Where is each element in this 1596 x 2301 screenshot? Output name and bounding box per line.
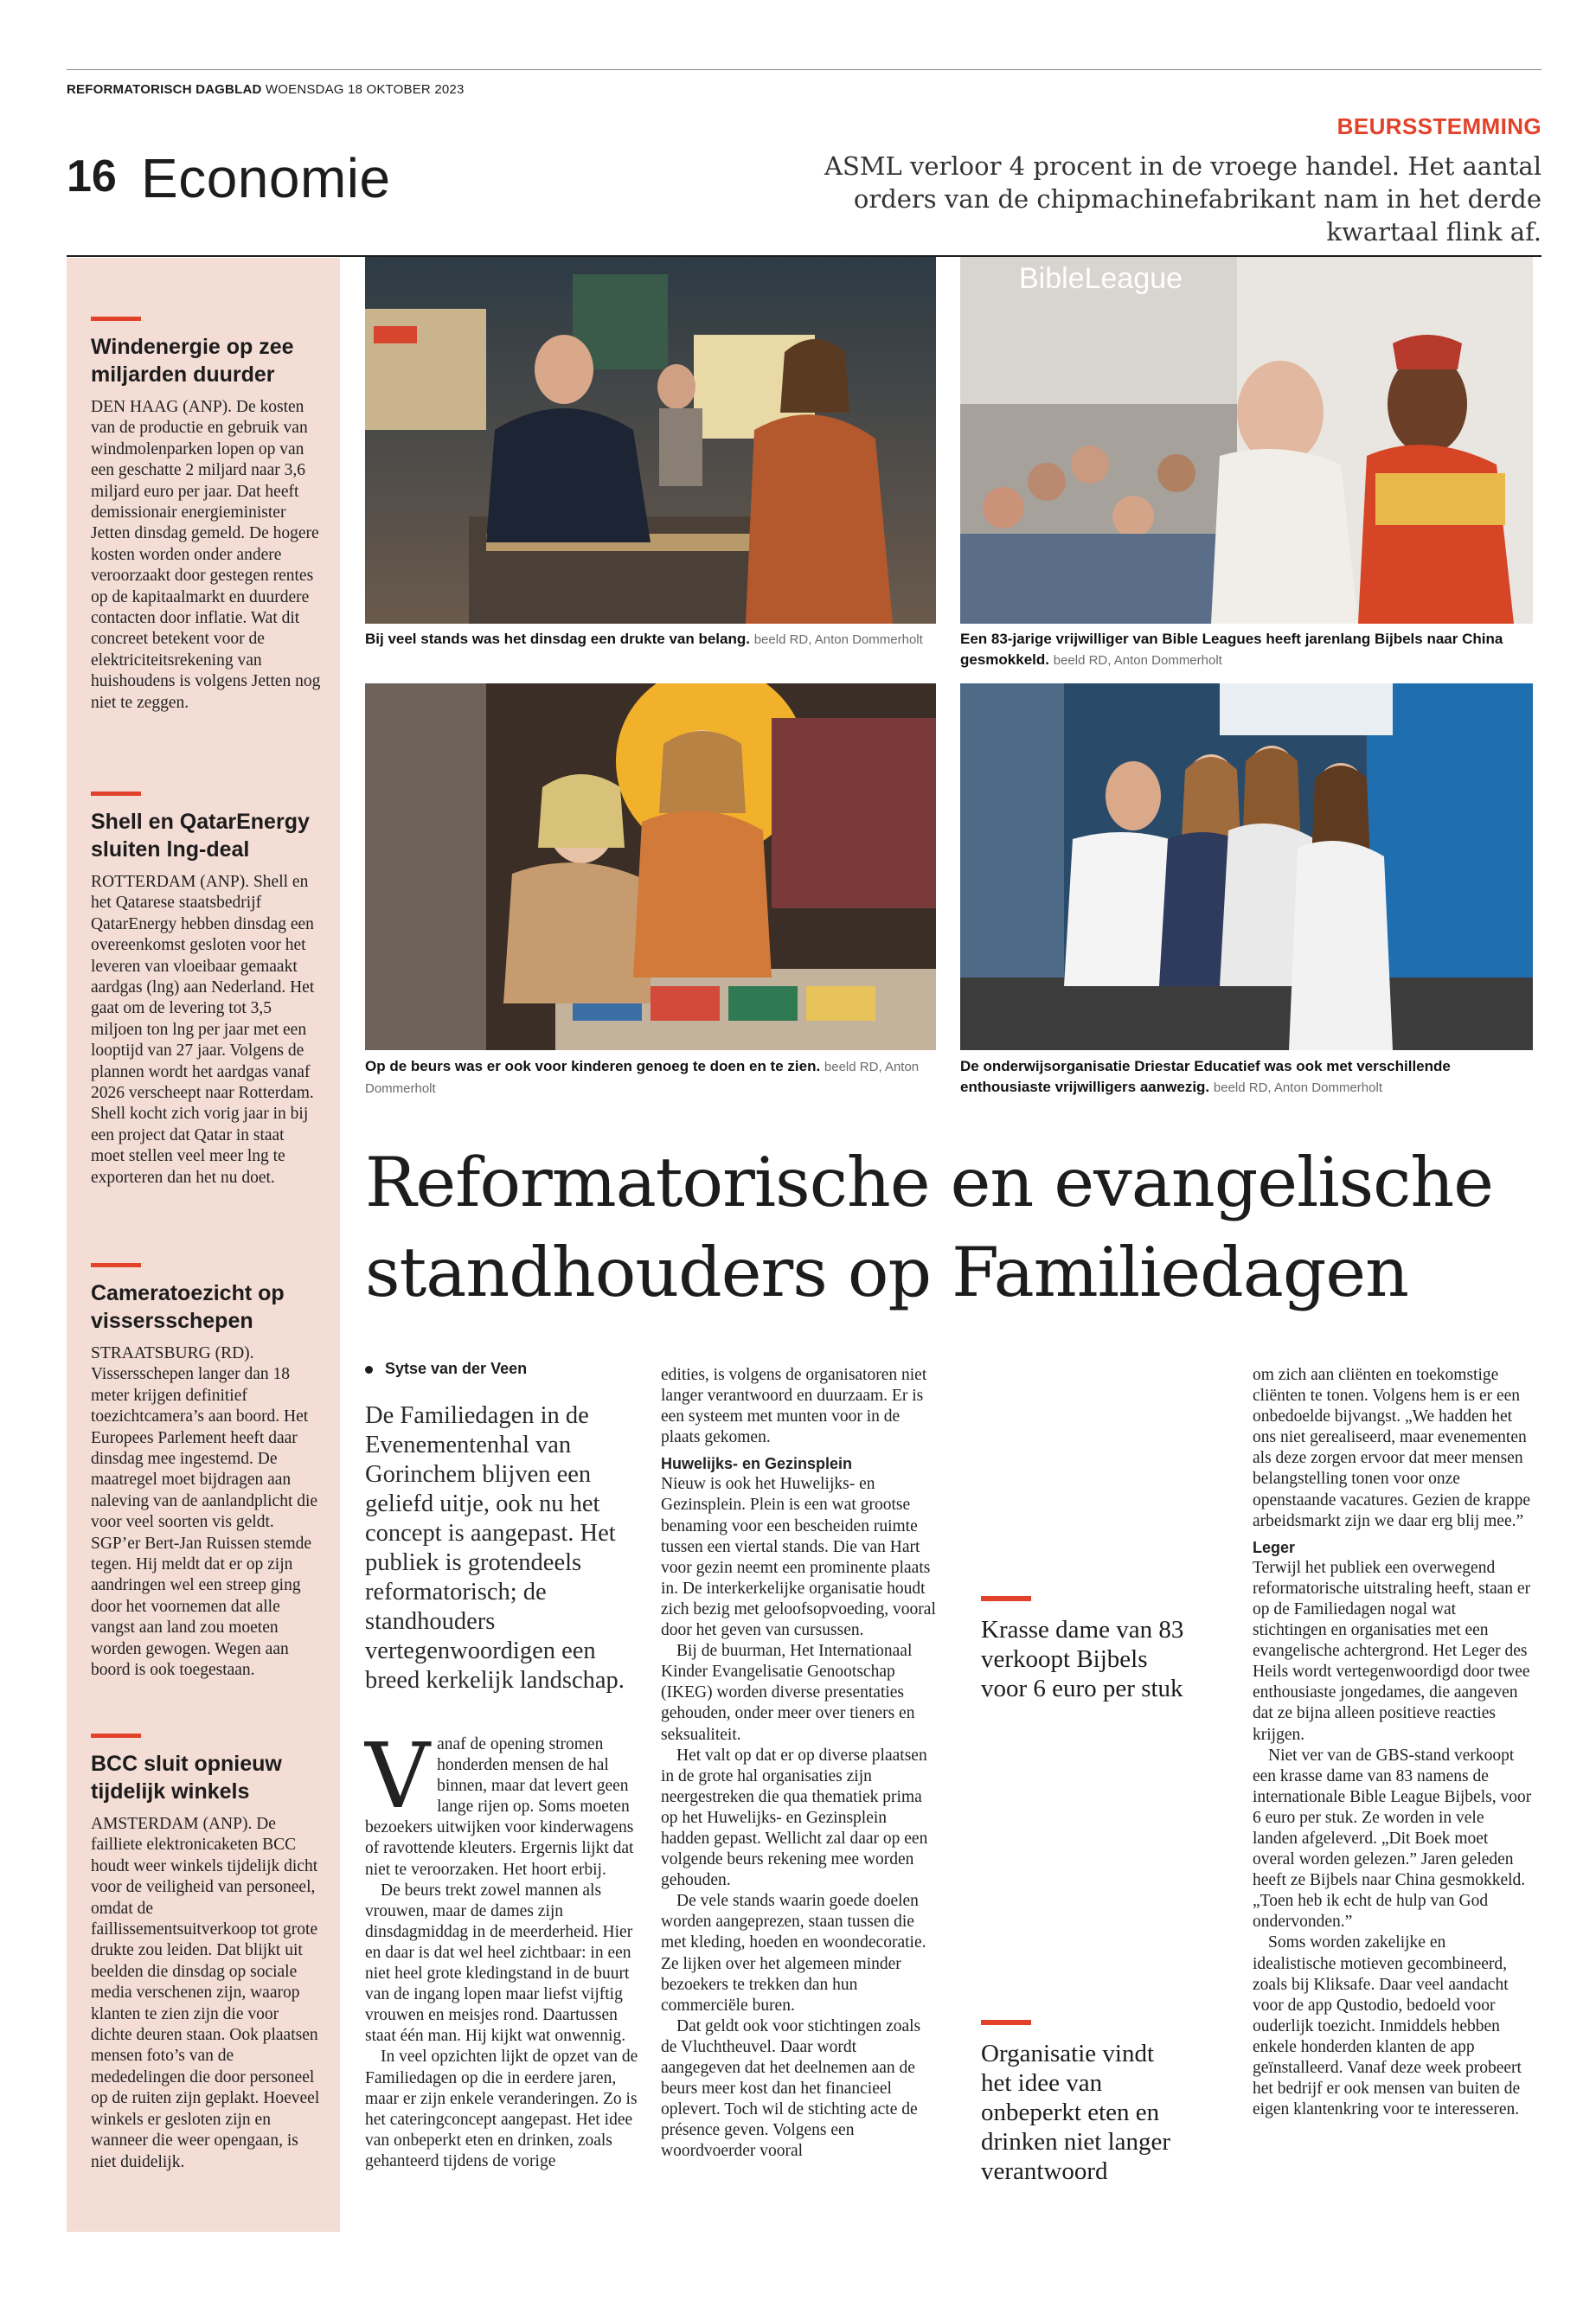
- article-column-1: [365, 1723, 640, 2172]
- photo-credit: beeld RD, Anton Dommerholt: [1053, 653, 1222, 668]
- caption-text: Een 83-jarige vrijwilliger van Bible Leagues heeft jarenlang Bijbels naar China gesmokkeld.: [960, 631, 1503, 668]
- page-number: 16: [67, 151, 117, 202]
- paragraph: Terwijl het publiek een overwegend reformatorische uitstraling heeft, staan er op de Familiedagen nogal wat stichtingen en organisaties met een evangelische achtergrond. Het Leger des Heils wordt vertegenwoordigd door twee enthousiaste jongedames, die aangeven dat ze bijna alleen positieve reacties krijgen.: [1253, 1558, 1531, 1744]
- paragraph: In veel opzichten lijkt de opzet van de Familiedagen op die in eerdere jaren, maar er zijn enkele veranderingen. Zo is het cateringconcept aangepast. Het idee van onbeperkt eten en drinken, zoals gehanteerd tijdens de vorige: [365, 2048, 638, 2170]
- accent-bar: [91, 1734, 141, 1738]
- accent-bar: [981, 1596, 1031, 1601]
- paragraph: edities, is volgens de organisatoren niet langer verantwoord en duurzaam. Er is een systeem met munten voor in de plaats gekomen.: [661, 1366, 927, 1447]
- article-column-4: [1253, 1365, 1533, 2120]
- accent-bar: [91, 317, 141, 321]
- byline: [365, 1360, 527, 1378]
- pull-quote: [981, 1596, 1189, 1703]
- subheading: Huwelijks- en Gezinsplein: [661, 1455, 853, 1473]
- paragraph: Dat geldt ook voor stichtingen zoals de Vluchtheuvel. Daar wordt aangegeven dat het deelnemen aan de beurs meer kost dan het financieel oplevert. Toch wil de stichting acte de présence geven. Volgens een woordvoerder vooral: [661, 2016, 921, 2161]
- paragraph: Soms worden zakelijke en idealistische motieven gecombineerd, zoals bij Kliksafe. Daar veel aandacht voor de app Qustodio, bedoeld voor ouderlijk toezicht. Inmiddels hebben enkele honderden klanten de app geïnstalleerd. Vanaf deze week probeert het bedrijf er ook mensen van buiten de eigen klantenkring voor te interesseren.: [1253, 1933, 1522, 2119]
- paragraph: Niet ver van de GBS-stand verkoopt een krasse dame van 83 namens de internationale Bible League Bijbels, voor 6 euro per stuk. Ze worden in vele landen afgeleverd. „Dit Boek moet overal worden gelezen.” Jaren geleden heeft ze Bijbels naar China gesmokkeld. „Toen heb ik echt de hulp van God ondervonden.”: [1253, 1746, 1532, 1932]
- bullet-icon: [365, 1366, 373, 1374]
- photo-credit: beeld RD, Anton Dommerholt: [753, 632, 923, 647]
- caption-text: Op de beurs was er ook voor kinderen genoeg te doen en te zien.: [365, 1058, 821, 1074]
- beurs-label: BEURSSTEMMING: [1336, 113, 1542, 139]
- brief-title: Windenergie op zee miljarden duurder: [91, 335, 294, 387]
- drop-cap: V: [365, 1723, 431, 1829]
- brief-windenergie: [91, 317, 321, 714]
- photo-bible-league: [960, 257, 1533, 624]
- pull-quote-text: Krasse dame van 83 verkoopt Bijbels voor 6 euro per stuk: [981, 1616, 1184, 1702]
- brief-bcc: [91, 1734, 321, 2173]
- bible-league-sign: BibleLeague: [1019, 262, 1183, 295]
- brief-title: Shell en QatarEnergy sluiten lng-deal: [91, 810, 310, 862]
- accent-bar: [981, 2020, 1031, 2025]
- brief-body: AMSTERDAM (ANP). De failliete elektronicaketen BCC houdt weer winkels tijdelijk dicht voor de veiligheid van personeel, omdat de faillissementsuitverkoop tot grote drukte zou leiden. Dat blijkt uit beelden die dinsdag op sociale media verschenen zijn, waarop klanten te zien zijn die voor dichte deuren staan. Ook plaatsen mensen foto’s van de mededelingen die door personeel op de ruiten zijn geplakt. Hoeveel winkels er gesloten zijn en wanneer die weer opengaan, is niet duidelijk.: [91, 1815, 320, 2171]
- issue-date: WOENSDAG 18 OKTOBER 2023: [265, 82, 465, 97]
- paragraph: De vele stands waarin goede doelen worden aangeprezen, staan tussen die met kleding, hoeden en woondecoratie. Ze lijken over het algemeen minder bezoekers te trekken dan hun commerciële buren.: [661, 1892, 926, 2015]
- paragraph: om zich aan cliënten en toekomstige cliënten te tonen. Volgens hem is er een onbedoelde bijvangst. „We hadden het ons niet gerealiseerd, maar evenementen als deze zorgen ervoor dat meer mensen belangstelling tonen voor onze openstaande vacatures. Gezien de krappe arbeidsmarkt zijn we daar erg blij mee.”: [1253, 1366, 1531, 1530]
- brief-title: Cameratoezicht op vissersschepen: [91, 1281, 285, 1333]
- author-name: Sytse van der Veen: [385, 1360, 528, 1377]
- brief-body: STRAATSBURG (RD). Vissersschepen langer dan 18 meter krijgen definitief toezichtcamera’s aan boord. Het Europees Parlement heeft daar dinsdag mee ingestemd. De maatregel moet bijdragen aan naleving van de aanlandplicht die voor veel soorten vis geldt. SGP’er Bert-Jan Ruissen stemde tegen. Hij meldt dat er op zijn aandringen wel een streep ging door het voornemen dat alle vangst aan land zou moeten worden gewogen. Wegen aan boord is ook toegestaan.: [91, 1344, 318, 1680]
- news-briefs-sidebar: [67, 258, 340, 2232]
- photo-driestar-volunteers: [960, 683, 1533, 1050]
- photo-children-books: [365, 683, 936, 1050]
- paragraph: Bij de buurman, Het Internationaal Kinder Evangelisatie Genootschap (IKEG) worden diverse presentaties gehouden, onder meer over tieners en seksualiteit.: [661, 1642, 915, 1744]
- accent-bar: [91, 792, 141, 796]
- photo-caption: [365, 1056, 936, 1099]
- photo-caption: [960, 629, 1533, 671]
- brief-shell-qatar: [91, 792, 321, 1189]
- section-title: Economie: [141, 147, 391, 209]
- caption-text: De onderwijsorganisatie Driestar Educatief was ook met verschillende enthousiaste vrijwilligers aanwezig.: [960, 1058, 1451, 1095]
- photo-credit: beeld RD, Anton Dommerholt: [365, 1060, 920, 1096]
- paragraph: anaf de opening stromen honderden mensen de hal binnen, maar dat levert geen lange rijen op. Soms moeten bezoekers uitwijken voor kinderwagens of ravottende kleuters. Ergernis lijkt dat niet te veroorzaken. Het hoort erbij.: [365, 1735, 634, 1879]
- subheading: Leger: [1253, 1538, 1296, 1556]
- masthead: [67, 69, 1542, 247]
- brief-body: ROTTERDAM (ANP). Shell en het Qatarese staatsbedrijf QatarEnergy hebben dinsdag een overeenkomst gesloten voor het leveren van vloeibaar gemaakt aardgas (lng) aan Nederland. Het gaat om de levering tot 3,5 miljoen ton lng per jaar met een looptijd van 27 jaar. Volgens de plannen wordt het aardgas vanaf 2026 verscheept naar Rotterdam. Shell kocht zich vorig jaar in bij een project dat Qatar in staat moet stellen veel meer lng te exporteren dan het nu doet.: [91, 873, 315, 1187]
- paragraph: De beurs trekt zowel mannen als vrouwen, maar de dames zijn dinsdagmiddag in de meerderheid. Hier en daar is dat wel heel zichtbaar: in een niet heel grote kledingstand in de buurt van de ingang lopen maar liefst vijftig vrouwen en meisjes rond. Daartussen staat één man. Hij kijkt wat onwennig.: [365, 1881, 633, 2046]
- article-headline: Reformatorische en evangelische standhouders op Familiedagen: [365, 1143, 1494, 1312]
- paragraph: Nieuw is ook het Huwelijks- en Gezinsplein. Plein is een wat grootse benaming voor een bescheiden ruimte tussen een viertal stands. Die van Hart voor gezin neemt een prominente plaats in. De interkerkelijke organisatie houdt zich bezig met geloofsopvoeding, vooral door het geven van cursussen.: [661, 1475, 936, 1640]
- brief-cameratoezicht: [91, 1263, 321, 1682]
- pull-quote: [981, 2020, 1189, 2186]
- caption-text: Bij veel stands was het dinsdag een drukte van belang.: [365, 631, 750, 647]
- photo-caption: [960, 1056, 1533, 1099]
- masthead-line: [67, 82, 465, 97]
- photo-busy-stand: [365, 257, 936, 624]
- newspaper-name: REFORMATORISCH DAGBLAD: [67, 82, 262, 97]
- pull-quote-text: Organisatie vindt het idee van onbeperkt eten en drinken niet langer verantwoord: [981, 2040, 1171, 2185]
- brief-body: DEN HAAG (ANP). De kosten van de productie en gebruik van windmolenparken lopen op van een geschatte 2 miljard naar 3,6 miljard euro per jaar. Dat heeft demissionair energieminister Jetten dinsdag gemeld. De hogere kosten worden onder andere veroorzaakt door gestegen rentes op de kapitaalmarkt en duurdere contacten door inflatie. Wat dit concreet betekent voor de elektriciteitsrekening van huishoudens is volgens Jetten nog niet te zeggen.: [91, 398, 321, 712]
- beurs-text: ASML verloor 4 procent in de vroege handel. Het aantal orders van de chipmachinefabrikant nam in het derde kwartaal flink af.: [824, 151, 1542, 247]
- article-column-2: [661, 1365, 936, 2162]
- paragraph: Het valt op dat er op diverse plaatsen in de grote hal organisaties zijn neergestreken die qua thematiek prima op het Huwelijks- en Gezinsplein hadden gepast. Wellicht zal daar op een volgende beurs rekening mee worden gehouden.: [661, 1746, 928, 1890]
- brief-title: BCC sluit opnieuw tijdelijk winkels: [91, 1752, 282, 1804]
- article-intro: De Familiedagen in de Evenementenhal van Gorinchem blijven een geliefd uitje, ook nu het concept is aangepast. Het publiek is grotendeels reformatorisch; de standhouders vertegenwoordigen een breed kerkelijk landschap.: [365, 1402, 625, 1694]
- photo-caption: [365, 629, 936, 651]
- photo-credit: beeld RD, Anton Dommerholt: [1213, 1080, 1382, 1095]
- accent-bar: [91, 1263, 141, 1267]
